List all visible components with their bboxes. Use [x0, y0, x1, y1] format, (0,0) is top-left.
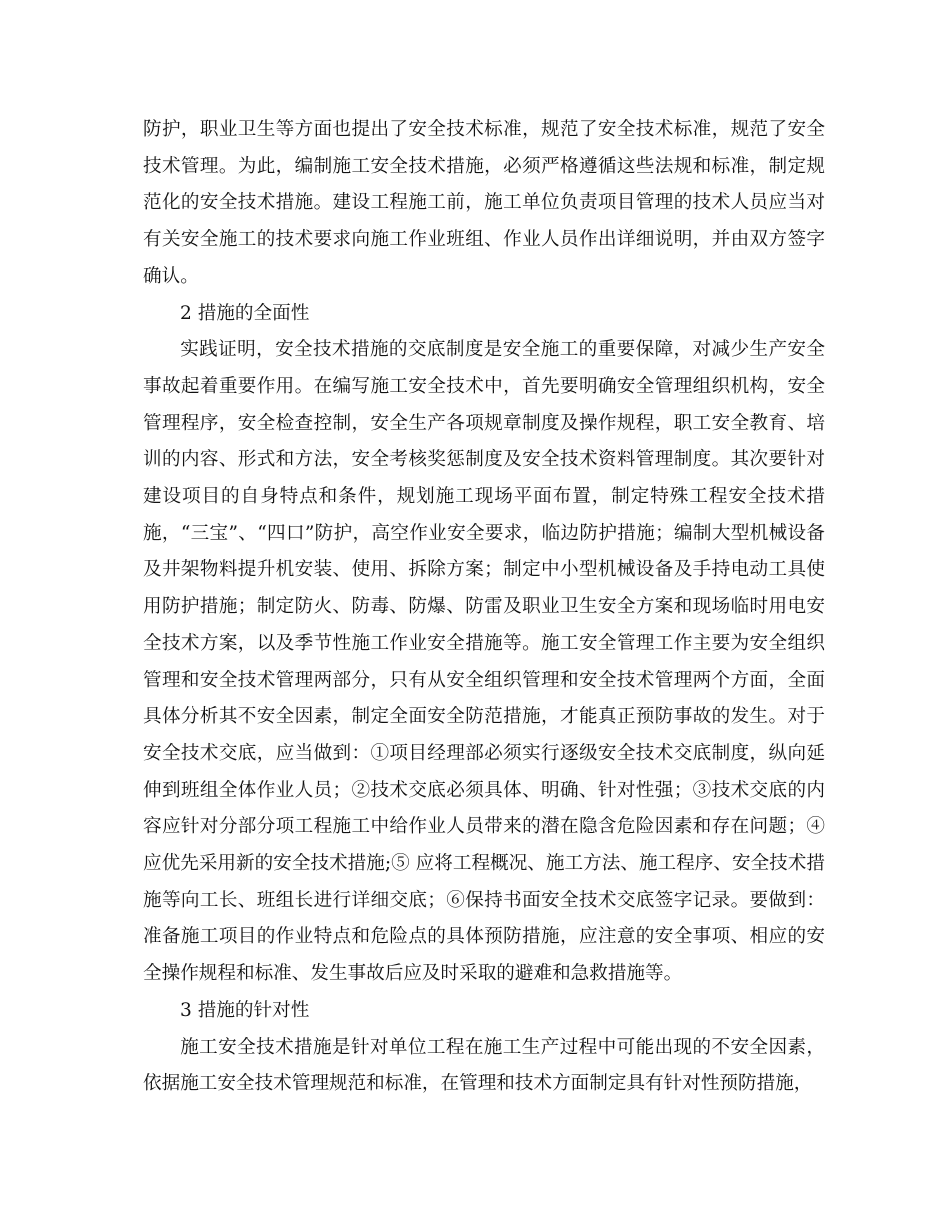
paragraph-pertinence: 施工安全技术措施是针对单位工程在施工生产过程中可能出现的不安全因素，依据施工安全技术管理规范和标准，在管理和技术方面制定具有针对性预防措施， — [143, 1036, 825, 1095]
paragraph-continuation: 防护，职业卫生等方面也提出了安全技术标准，规范了安全技术标准，规范了安全技术管理。为此，编制施工安全技术措施，必须严格遵循这些法规和标准，制定规范化的安全技术措施。建设工程施工前，施工单位负责项目管理的技术人员应当对有关安全施工的技术要求向施工作业班组、作业人员作出详细说明，并由双方签字确认。 — [143, 119, 825, 287]
section-heading-comprehensiveness: 2 措施的全面性 — [180, 302, 310, 324]
document-body — [143, 112, 825, 1103]
paragraph-comprehensiveness: 实践证明，安全技术措施的交底制度是安全施工的重要保障，对减少生产安全事故起着重要作用。在编写施工安全技术中，首先要明确安全管理组织机构，安全管理程序，安全检查控制，安全生产各项规章制度及操作规程，职工安全教育、培训的内容、形式和方法，安全考核奖惩制度及安全技术资料管理制度。其次要针对建设项目的自身特点和条件，规划施工现场平面布置，制定特殊工程安全技术措施，“三宝”、“四口”防护，高空作业安全要求，临边防护措施；编制大型机械设备及井架物料提升机安装、使用、拆除方案；制定中小型机械设备及手持电动工具使用防护措施；制定防火、防毒、防爆、防雷及职业卫生安全方案和现场临时用电安全技术方案，以及季节性施工作业安全措施等。施工安全管理工作主要为安全组织管理和安全技术管理两部分，只有从安全组织管理和安全技术管理两个方面，全面具体分析其不安全因素，制定全面安全防范措施，才能真正预防事故的发生。对于安全技术交底，应当做到：①项目经理部必须实行逐级安全技术交底制度，纵向延伸到班组全体作业人员；②技术交底必须具体、明确、针对性强；③技术交底的内容应针对分部分项工程施工中给作业人员带来的潜在隐含危险因素和存在问题；④应优先采用新的安全技术措施;⑤ 应将工程概况、施工方法、施工程序、安全技术措施等向工长、班组长进行详细交底；⑥保持书面安全技术交底签字记录。要做到：准备施工项目的作业特点和危险点的具体预防措施，应注意的安全事项、相应的安全操作规程和标准、发生事故后应及时采取的避难和急救措施等。 — [143, 339, 825, 985]
section-heading-pertinence: 3 措施的针对性 — [180, 999, 310, 1021]
